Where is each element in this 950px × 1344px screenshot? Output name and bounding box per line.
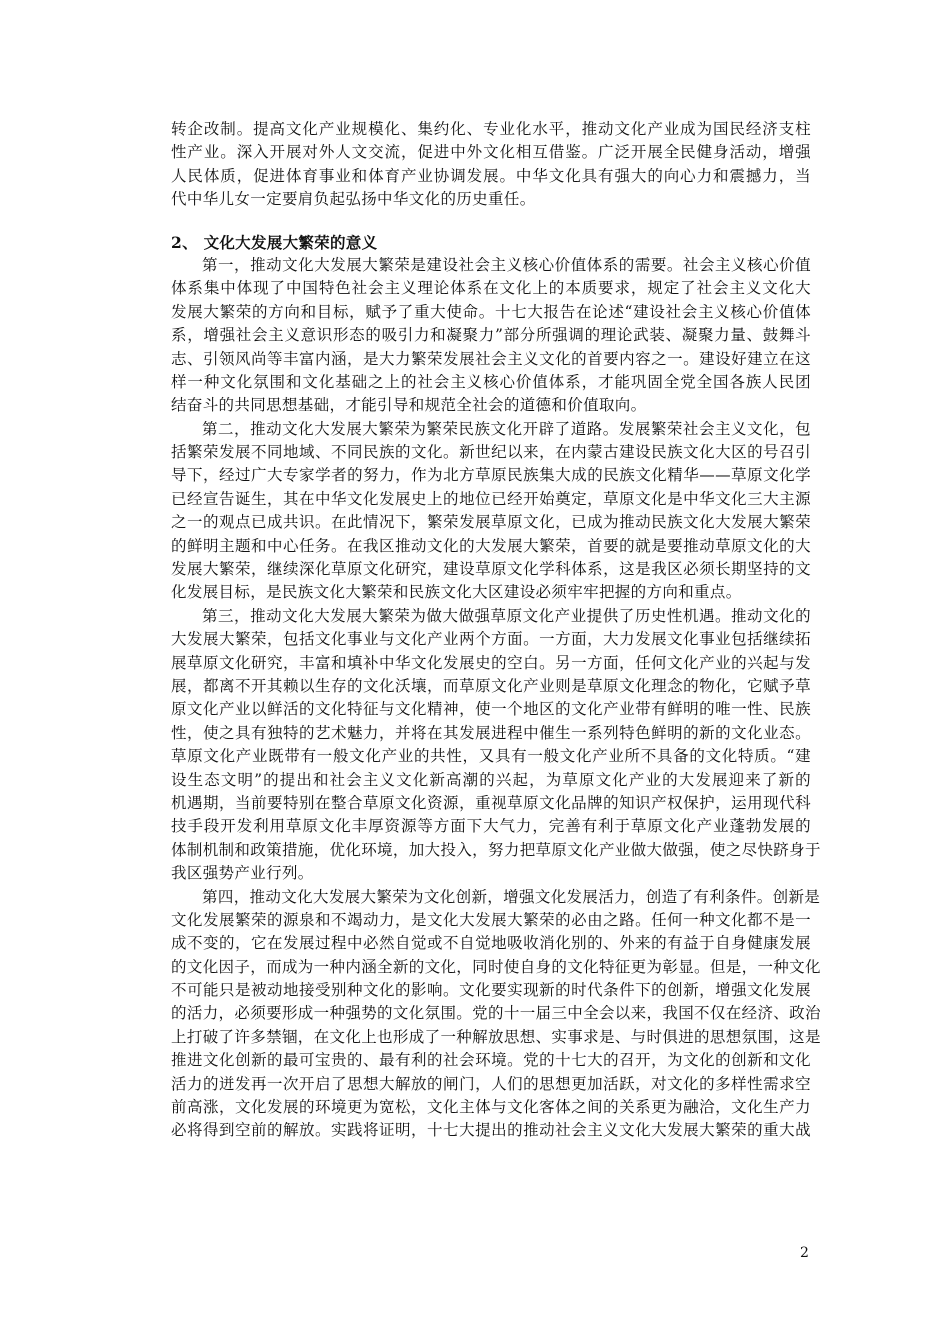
text-line: 前高涨，文化发展的环境更为宽松，文化主体与文化客体之间的关系更为融洽，文化生产力 xyxy=(171,1098,811,1117)
text-line: 样一种文化氛围和文化基础之上的社会主义核心价值体系，才能巩固全党全国各族人民团 xyxy=(171,372,811,391)
text-line: 发展大繁荣，继续深化草原文化研究，建设草原文化学科体系，这是我区必须长期坚持的文 xyxy=(171,560,811,579)
text-line: 化发展目标，是民族文化大繁荣和民族文化大区建设必须牢牢把握的方向和重点。 xyxy=(171,583,742,602)
text-line: 展，都离不开其赖以生存的文化沃壤，而草原文化产业则是草原文化理念的物化，它赋予草 xyxy=(171,677,811,695)
text-line: 必将得到空前的解放。实践将证明，十七大提出的推动社会主义文化大发展大繁荣的重大战 xyxy=(171,1121,811,1140)
intro-paragraph xyxy=(171,118,811,212)
text-line: 转企改制。提高文化产业规模化、集约化、专业化水平，推动文化产业成为国民经济支柱 xyxy=(171,120,811,138)
text-line: 不可能只是被动地接受别种文化的影响。文化要实现新的时代条件下的创新，增强文化发展 xyxy=(171,981,811,1000)
text-line: 之一的观点已成共识。在此情况下，繁荣发展草原文化，已成为推动民族文化大发展大繁荣 xyxy=(171,513,811,532)
text-line: 机遇期，当前要特别在整合草原文化资源，重视草原文化品牌的知识产权保护，运用现代科 xyxy=(171,793,811,812)
paragraph-third xyxy=(171,605,821,886)
text-line: 发展大繁荣的方向和目标，赋予了重大使命。十七大报告在论述“建设社会主义核心价值体 xyxy=(171,302,811,321)
text-line: 志、引领风尚等丰富内涵，是大力繁荣发展社会主义文化的首要内容之一。建设好建立在这 xyxy=(171,349,811,368)
text-line: 文化发展繁荣的源泉和不竭动力，是文化大发展大繁荣的必由之路。任何一种文化都不是一 xyxy=(171,910,811,929)
text-line: 的文化因子，而成为一种内涵全新的文化，同时使自身的文化特征更为彰显。但是，一种文化 xyxy=(171,957,821,976)
text-line: 展草原文化研究，丰富和填补中华文化发展史的空白。另一方面，任何文化产业的兴起与发 xyxy=(171,653,811,672)
text-line: 第二，推动文化大发展大繁荣为繁荣民族文化开辟了道路。发展繁荣社会主义文化，包 xyxy=(202,419,811,438)
document-body xyxy=(171,118,821,1143)
text-line: 技手段开发利用草原文化丰厚资源等方面下大气力，完善有利于草原文化产业蓬勃发展的 xyxy=(171,817,811,836)
text-line: 系，增强社会主义意识形态的吸引力和凝聚力”部分所强调的理论武装、凝聚力量、鼓舞斗 xyxy=(171,326,811,345)
page-number: 2 xyxy=(800,1245,809,1261)
text-line: 我区强势产业行列。 xyxy=(171,864,314,883)
text-line: 体制机制和政策措施，优化环境，加大投入，努力把草原文化产业做大做强，使之尽快跻身于 xyxy=(171,840,821,859)
text-line: 活力的迸发再一次开启了思想大解放的闸门，人们的思想更加活跃，对文化的多样性需求空 xyxy=(171,1074,811,1093)
text-line: 性产业。深入开展对外人文交流，促进中外文化相互借鉴。广泛开展全民健身活动，增强 xyxy=(171,143,811,162)
text-line: 的活力，必须要形成一种强势的文化氛围。党的十一届三中全会以来，我国不仅在经济、政治 xyxy=(171,1004,821,1023)
text-line: 的鲜明主题和中心任务。在我区推动文化的大发展大繁荣，首要的就是要推动草原文化的大 xyxy=(171,536,811,555)
text-line: 原文化产业以鲜活的文化特征与文化精神，使一个地区的文化产业带有鲜明的唯一性、民族 xyxy=(171,700,811,719)
text-line: 第四，推动文化大发展大繁荣为文化创新，增强文化发展活力，创造了有利条件。创新是 xyxy=(202,887,821,906)
text-line: 体系集中体现了中国特色社会主义理论体系在文化上的本质要求，规定了社会主义文化大 xyxy=(171,279,811,298)
text-line: 第三，推动文化大发展大繁荣为做大做强草原文化产业提供了历史性机遇。推动文化的 xyxy=(202,606,811,625)
text-line: 成不变的，它在发展过程中必然自觉或不自觉地吸收消化别的、外来的有益于自身健康发展 xyxy=(171,934,811,953)
text-line: 推进文化创新的最可宝贵的、最有利的社会环境。党的十七大的召开，为文化的创新和文化 xyxy=(171,1051,811,1070)
section-heading: 2、 文化大发展大繁荣的意义 xyxy=(171,232,378,252)
text-line: 第一，推动文化大发展大繁荣是建设社会主义核心价值体系的需要。社会主义核心价值 xyxy=(202,255,811,274)
text-line: 草原文化产业既带有一般文化产业的共性，又具有一般文化产业所不具备的文化特质。“建 xyxy=(171,747,811,766)
text-line: 人民体质，促进体育事业和体育产业协调发展。中华文化具有强大的向心力和震撼力，当 xyxy=(171,166,811,185)
text-line: 导下，经过广大专家学者的努力，作为北方草原民族集大成的民族文化精华——草原文化学 xyxy=(171,466,811,485)
paragraph-second xyxy=(171,418,811,605)
text-line: 代中华儿女一定要肩负起弘扬中华文化的历史重任。 xyxy=(171,190,536,209)
paragraph-fourth xyxy=(171,886,821,1143)
text-line: 结奋斗的共同思想基础，才能引导和规范全社会的道德和价值取向。 xyxy=(171,396,647,415)
text-line: 设生态文明”的提出和社会主义文化新高潮的兴起，为草原文化产业的大发展迎来了新的 xyxy=(171,770,811,789)
paragraph-first xyxy=(171,254,811,418)
text-line: 性，使之具有独特的艺术魅力，并将在其发展进程中催生一系列特色鲜明的新的文化业态。 xyxy=(171,723,811,742)
text-line: 大发展大繁荣，包括文化事业与文化产业两个方面。一方面，大力发展文化事业包括继续拓 xyxy=(171,630,811,649)
text-line: 括繁荣发展不同地域、不同民族的文化。新世纪以来，在内蒙古建设民族文化大区的号召引 xyxy=(171,443,811,462)
text-line: 上打破了许多禁锢，在文化上也形成了一种解放思想、实事求是、与时俱进的思想氛围，这是 xyxy=(171,1027,821,1046)
text-line: 已经宣告诞生，其在中华文化发展史上的地位已经开始奠定，草原文化是中华文化三大主源 xyxy=(171,489,811,508)
